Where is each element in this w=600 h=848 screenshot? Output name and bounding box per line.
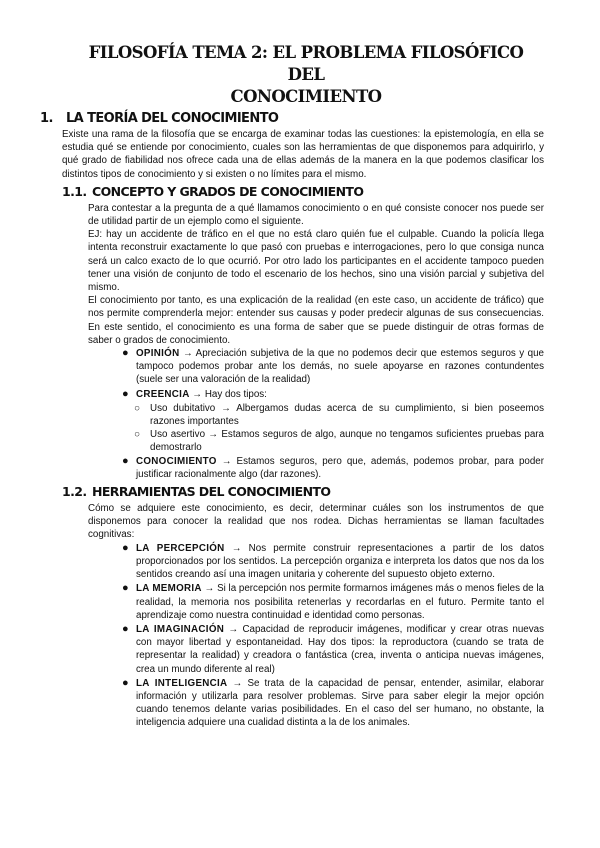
section-1-1-heading — [62, 183, 544, 201]
list-item — [122, 582, 544, 622]
list-item — [122, 347, 544, 387]
list-item — [122, 455, 544, 481]
list-item — [122, 623, 544, 676]
list-text: → Nos permite construir representaciones a partir de los datos proporcionados por los sentidos. La percepción organiza e interpreta los datos que nos da los sentidos creando así una imagen unitaria y coherente del supuesto objeto externo. — [136, 542, 544, 581]
list-text: → Apreciación subjetiva de la que no podemos decir que estemos seguros y que tampoco podemos probar ante los demás, no suele apoyarse en razones contundentes (suele ser una valoración de la realidad) — [136, 348, 544, 386]
paragraph: Cómo se adquiere este conocimiento, es decir, determinar cuáles son los instrumentos de que disponemos para conocer la realidad que nos rodea. Dichas herramientas se llaman facultades cognitivas: — [88, 503, 544, 541]
list-text: → Hay dos tipos: — [189, 388, 267, 400]
list-item — [122, 388, 544, 401]
list-term: LA INTELIGENCIA — [136, 677, 228, 689]
section-number: 1.1. — [62, 183, 87, 199]
sub-list-item — [134, 402, 544, 428]
title-line-1: FILOSOFÍA TEMA 2: EL PROBLEMA FILOSÓFICO DEL — [88, 43, 524, 84]
bullet-icon: ● — [122, 676, 129, 689]
list-term: CREENCIA — [136, 388, 190, 400]
bullet-icon: ● — [122, 541, 129, 554]
section-title: LA TEORÍA DEL CONOCIMIENTO — [66, 111, 279, 126]
list-text: → Capacidad de reproducir imágenes, modificar y crear otras nuevas con mayor libertad y espontaneidad. Hay dos tipos: la reproductora (cuando se trata de representar la realidad) y creadora o fantástica (crea, inventa o anticipa nuevas imágenes, crea un mundo diferente al real) — [136, 623, 544, 675]
bullet-icon: ● — [122, 454, 129, 467]
section-number: 1. — [40, 111, 53, 126]
knowledge-grades-list — [36, 347, 544, 481]
paragraph: Para contestar a la pregunta de a qué llamamos conocimiento o en qué consiste conocer nos puede ser de utilidad partir de un ejemplo como el siguiente. — [88, 202, 544, 228]
list-term: OPINIÓN — [136, 348, 180, 360]
sub-list-item — [134, 428, 544, 454]
paragraph: EJ: hay un accidente de tráfico en el que no está claro quién fue el culpable. Cuando la policía llega intenta reconstruir exactamente lo que pasó con pruebas e interrogaciones, pero lo que consiga nunca será un calco exacto de lo que ocurrió. Por otro lado los participantes en el accidente tampoco pueden tener una visión de conjunto de todo el escenario de los hechos, sino una visión parcial y subjetiva del mismo. — [88, 229, 544, 294]
list-term: LA MEMORIA — [136, 583, 202, 595]
list-term: LA IMAGINACIÓN — [136, 623, 225, 635]
section-1-heading — [40, 110, 544, 127]
list-text: Uso dubitativo → Albergamos dudas acerca de su cumplimiento, si bien poseemos razones importantes — [150, 402, 544, 428]
list-term: CONOCIMIENTO — [136, 455, 217, 467]
cognitive-tools-list — [36, 542, 544, 730]
list-term: LA PERCEPCIÓN — [136, 542, 225, 554]
section-1-paragraph: Existe una rama de la filosofía que se encarga de examinar todas las cuestiones: la epistemología, en ella se estudia qué se entiende por conocimiento, cuales son las herramientas de que disponemos para adquirirlo, y qué grado de fiabilidad nos ofrece cada una de ellas además de la manera en la que podemos clasificar los distintos tipos de conocimiento y si existen o no límites para el mismo. — [62, 129, 544, 180]
bullet-icon: ● — [122, 622, 129, 635]
list-text: → Se trata de la capacidad de pensar, entender, asimilar, elaborar información y utilizarla para resolver problemas. Sirve para saber elegir la mejor opción cuando tenemos delante varias posibilidades. En el caso del ser humano, no obstante, la inteligencia adquiere una cualidad distinta a la de los animales. — [136, 677, 544, 729]
bullet-icon: ● — [122, 347, 129, 360]
title-line-2: CONOCIMIENTO — [230, 87, 382, 106]
bullet-icon: ● — [122, 387, 129, 400]
section-number: 1.2. — [62, 484, 87, 500]
paragraph: El conocimiento por tanto, es una explicación de la realidad (en este caso, un accidente de tráfico) que nos permite comprenderla mejor: entender sus causas y poder predecir algunas de sus consecuencias. En este sentido, el conocimiento es una forma de saber que se puede distinguir de otras formas de saber o grados de conocimiento. — [88, 295, 544, 346]
list-text: → Estamos seguros, pero que, además, podemos probar, para poder justificar racionalmente algo (dar razones). — [136, 455, 544, 480]
list-item — [122, 677, 544, 730]
list-text: → Si la percepción nos permite formarnos imágenes más o menos fieles de la realidad, la memoria nos posibilita retenerlas y recordarlas en el futuro. Permite tanto el aprendizaje como nuestra continuidad e identidad como personas. — [136, 583, 544, 621]
circle-bullet-icon: ○ — [134, 402, 140, 414]
list-text: Uso asertivo → Estamos seguros de algo, aunque no tengamos suficientes pruebas para demostrarlo — [150, 429, 544, 454]
section-title: HERRAMIENTAS DEL CONOCIMIENTO — [92, 484, 331, 500]
bullet-icon: ● — [122, 582, 129, 595]
document-title — [68, 42, 544, 108]
circle-bullet-icon: ○ — [134, 429, 140, 441]
list-item — [122, 542, 544, 582]
section-title: CONCEPTO Y GRADOS DE CONOCIMIENTO — [92, 183, 364, 199]
section-1-2-heading — [62, 483, 544, 501]
